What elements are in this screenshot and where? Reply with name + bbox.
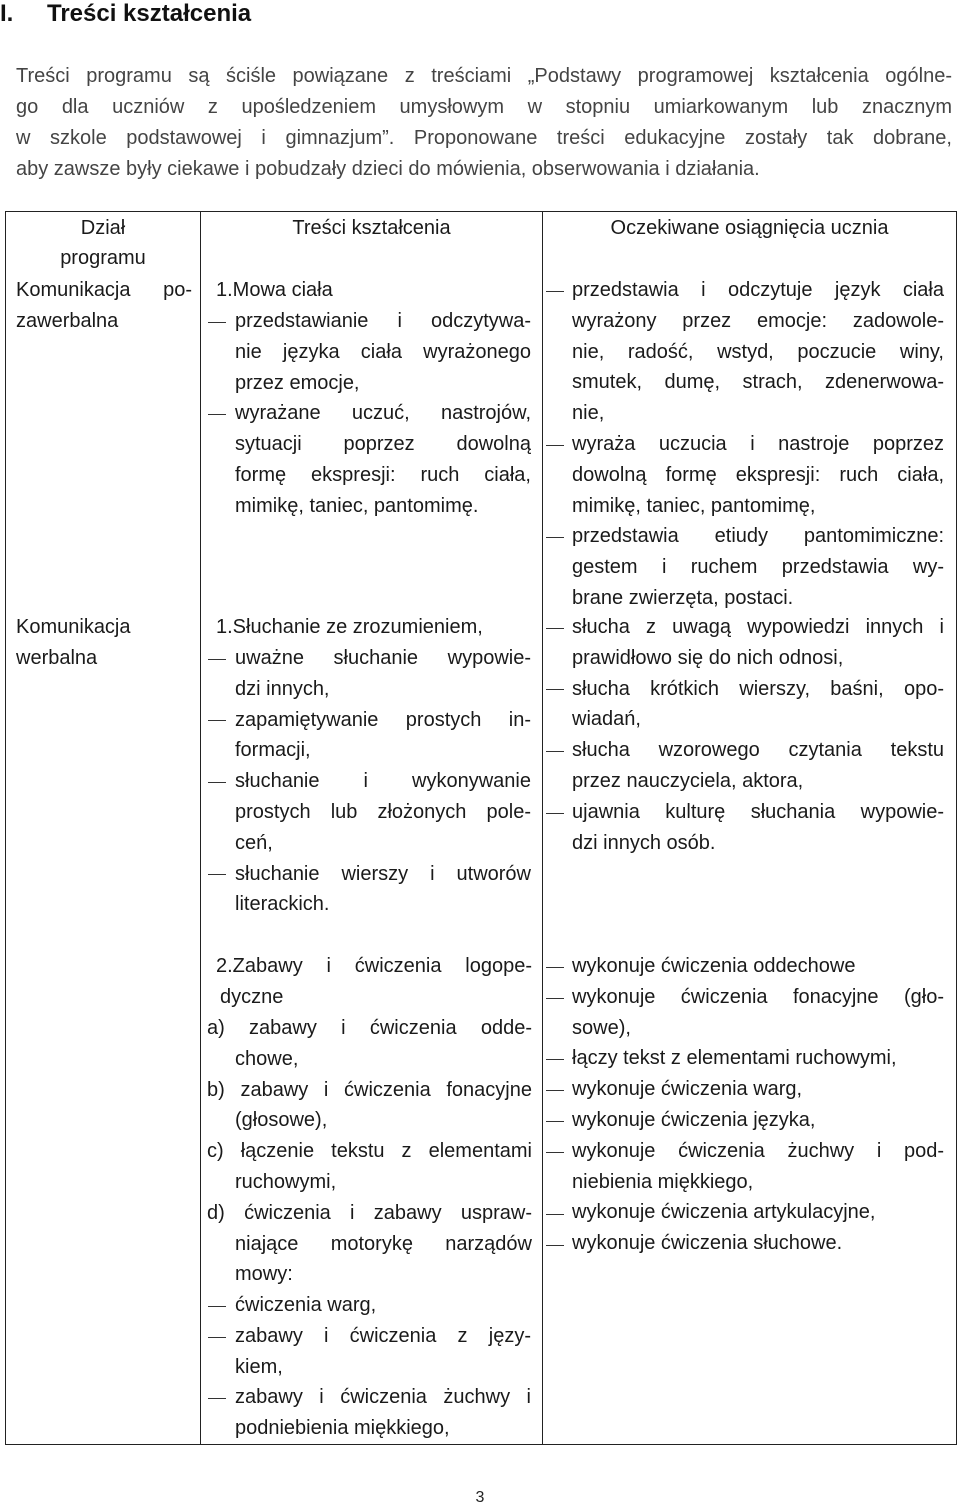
dash-bullet [208,659,226,660]
dash-bullet [208,1398,226,1399]
outcome-line: brane zwierzęta, postaci. [572,586,794,609]
outcome-line: przez nauczyciela, aktora, [572,769,804,792]
content-line: kiem, [235,1355,283,1378]
content-line: prostych lub złożonych pole- [235,800,531,823]
content-line: zabawy i ćwiczenia z języ- [235,1324,531,1347]
dash-bullet [546,537,564,538]
content-line: formę ekspresji: ruch ciała, [235,463,531,486]
content-line: 2.Zabawy i ćwiczenia logope- [216,955,532,977]
content-line: b) zabawy i ćwiczenia fonacyjne [207,1078,532,1101]
dash-bullet [546,1245,564,1246]
header-col1-line: Dział [80,217,126,239]
dash-bullet [546,1214,564,1215]
content-line: mowy: [235,1263,293,1286]
dash-bullet [546,967,564,968]
outcome-line: wykonuje ćwiczenia języka, [572,1108,816,1131]
table-border [542,211,543,1445]
content-line: słuchanie wierszy i utworów [235,862,531,885]
section-name-line: Komunikacja [16,616,131,638]
content-line: przez emocje, [235,371,360,394]
dash-bullet [546,998,564,999]
outcome-list [572,275,944,614]
content-list [207,1013,532,1290]
content-line: zabawy i ćwiczenia żuchwy i [235,1386,531,1409]
dash-bullet [546,1059,564,1060]
content-title [216,275,332,306]
section-name-line: Komunikacja po- [16,279,192,301]
outcome-list [572,612,944,858]
table-border [200,211,201,1445]
outcome-line: dowolną formę ekspresji: ruch ciała, [572,463,944,486]
dash-bullet [208,1337,226,1338]
header-tresci: Treści kształcenia [292,217,451,239]
outcome-line: przedstawia i odczytuje język ciała [572,279,944,301]
dash-bullet [208,720,226,721]
intro-line: aby zawsze były ciekawe i pobudzały dzieci do mówienia, obserwowania i działania. [16,158,760,180]
section-name-line: zawerbalna [16,309,119,332]
content-sublist [235,1290,531,1444]
content-line: uważne słuchanie wypowie- [235,647,531,669]
section-name [16,275,192,337]
content-line: wyrażane uczuć, nastrojów, [235,402,531,425]
dash-bullet [546,689,564,690]
outcome-line: przedstawia etiudy pantomimiczne: [572,525,944,548]
content-line: sytuacji poprzez dowolną [235,433,531,456]
dash-bullet [208,874,226,875]
outcome-line: sowe), [572,1016,631,1039]
content-line: (głosowe), [235,1109,328,1132]
content-line: niające motorykę narządów [235,1232,532,1255]
content-line: mimikę, taniec, pantomimę. [235,494,479,517]
outcome-line: wyrażony przez emocje: zadowole- [572,309,944,332]
intro-line: go dla uczniów z upośledzeniem umysłowym w stopniu umiarkowanym lub znacznym [16,96,952,118]
content-line: przedstawianie i odczytywa- [235,310,531,332]
content-line: formacji, [235,739,311,762]
section-name [16,612,192,674]
dash-bullet [208,782,226,783]
content-line: 1.Mowa ciała [216,279,333,301]
curriculum-table [5,211,957,1445]
content-line: chowe, [235,1047,299,1070]
content-list [235,643,531,920]
content-line: ceń, [235,831,273,854]
section-heading [0,0,960,30]
dash-bullet [208,1306,226,1307]
dash-bullet [546,628,564,629]
outcome-line: wykonuje ćwiczenia fonacyjne (gło- [572,985,944,1008]
outcome-line: smutek, dumę, strach, zdenerwowa- [572,371,944,394]
table-border [956,211,957,1445]
content-line: dyczne [220,985,284,1008]
intro-line: w szkole podstawowej i gimnazjum”. Proponowane treści edukacyjne zostały tak dobrane, [16,127,952,149]
outcome-line: słucha wzorowego czytania tekstu [572,739,944,762]
header-dzial [6,213,200,273]
dash-bullet [546,813,564,814]
table-border [5,211,6,1445]
content-line: ćwiczenia warg, [235,1294,377,1316]
dash-bullet [208,322,226,323]
content-list [235,306,531,522]
outcome-line: wyraża uczucia i nastroje poprzez [572,432,944,455]
content-line: d) ćwiczenia i zabawy uspraw- [207,1201,532,1224]
content-line: zapamiętywanie prostych in- [235,708,531,731]
outcome-line: mimikę, taniec, pantomimę, [572,494,816,517]
intro-line: Treści programu są ściśle powiązane z treściami „Podstawy programowej kształcenia ogólne- [16,65,952,87]
outcome-line: słucha krótkich wierszy, baśni, opo- [572,677,944,700]
dash-bullet [208,414,226,415]
content-line: podniebienia miękkiego, [235,1417,450,1440]
content-title [216,612,532,643]
table-border [5,1444,957,1445]
dash-bullet [546,445,564,446]
outcome-line: nie, radość, wstyd, poczucie winy, [572,340,944,363]
header-col1-line: programu [60,247,146,269]
outcome-line: wiadań, [572,708,641,731]
content-line: ruchowymi, [235,1170,337,1193]
content-line: dzi innych, [235,677,330,700]
outcome-line: łączy tekst z elementami ruchowymi, [572,1047,897,1070]
outcome-line: wykonuje ćwiczenia żuchwy i pod- [572,1139,944,1162]
content-line: nie języka ciała wyrażonego [235,340,531,363]
outcome-line: dzi innych osób. [572,831,716,854]
header-osiagniecia: Oczekiwane osiągnięcia ucznia [610,217,889,239]
outcome-list [572,951,944,1259]
table-border [5,211,957,212]
outcome-line: wykonuje ćwiczenia słuchowe. [572,1232,843,1255]
content-line: literackich. [235,893,330,916]
dash-bullet [546,1090,564,1091]
content-line: słuchanie i wykonywanie [235,770,531,793]
outcome-line: wykonuje ćwiczenia warg, [572,1078,803,1101]
dash-bullet [546,1152,564,1153]
content-title [216,951,532,1013]
outcome-line: wykonuje ćwiczenia oddechowe [572,955,856,977]
outcome-line: wykonuje ćwiczenia artykulacyjne, [572,1201,876,1224]
outcome-line: niebienia miękkiego, [572,1170,754,1193]
content-line: 1.Słuchanie ze zrozumieniem, [216,616,483,638]
outcome-line: gestem i ruchem przedstawia wy- [572,556,944,579]
outcome-line: ujawnia kulturę słuchania wypowie- [572,800,944,823]
content-line: a) zabawy i ćwiczenia odde- [207,1017,532,1039]
page-number: 3 [475,1489,485,1506]
outcome-line: słucha z uwagą wypowiedzi innych i [572,616,944,638]
section-name-line: werbalna [16,646,98,669]
section-title: Treści kształcenia [47,0,252,27]
content-line: c) łączenie tekstu z elementami [207,1140,532,1163]
outcome-line: prawidłowo się do nich odnosi, [572,646,844,669]
section-number: I. [0,0,14,27]
dash-bullet [546,1121,564,1122]
dash-bullet [546,291,564,292]
outcome-line: nie, [572,402,605,425]
dash-bullet [546,751,564,752]
